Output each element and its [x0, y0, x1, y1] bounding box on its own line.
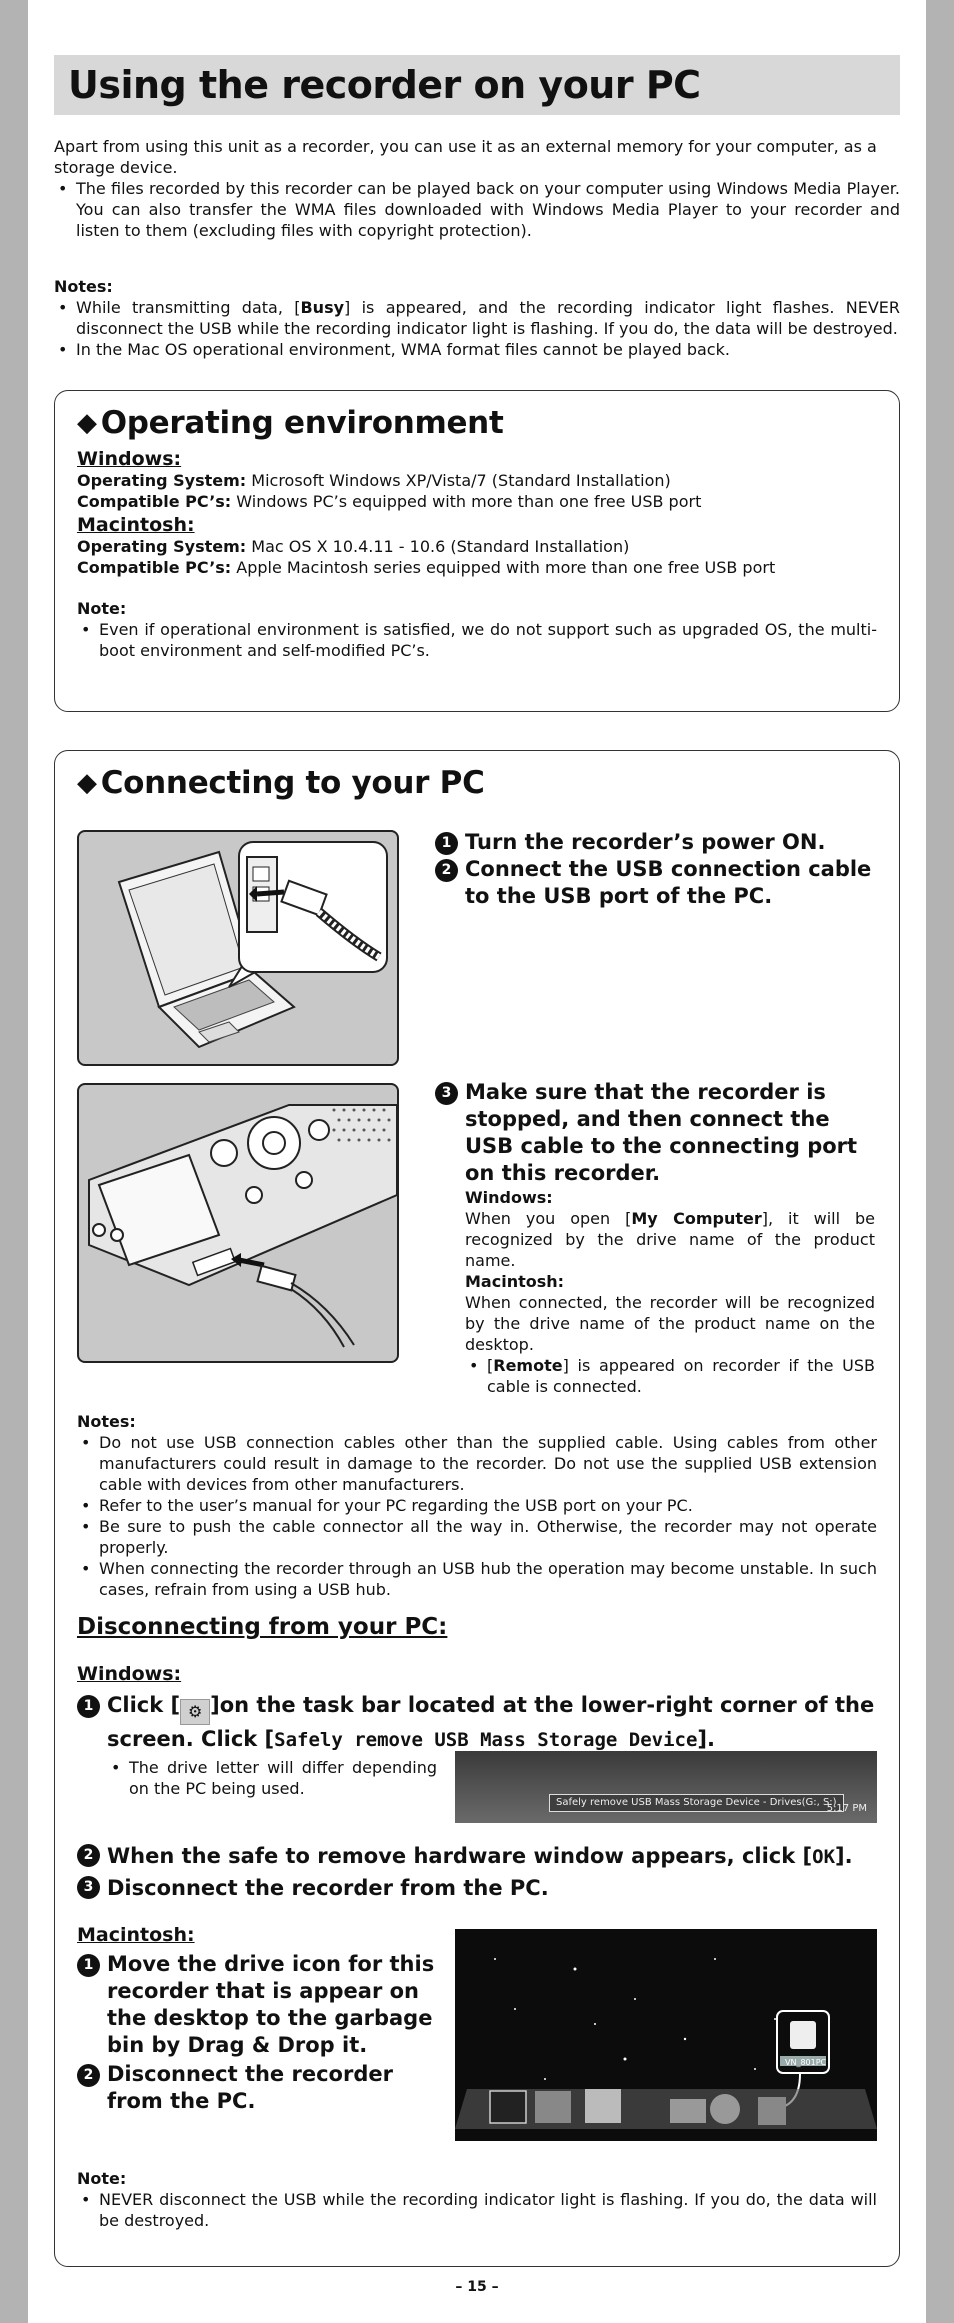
os-value: Mac OS X 10.4.11 - 10.6 (Standard Installation) — [246, 537, 630, 556]
step-number-1: 1 — [77, 1954, 100, 1977]
remote-label: Remote — [493, 1356, 563, 1375]
mac-disconnect-steps — [77, 1951, 437, 2117]
step-text: ]. — [835, 1844, 853, 1868]
step-text: Click [ — [107, 1693, 181, 1717]
notes-label: Notes: — [77, 1412, 136, 1431]
safely-remove-label: Safely remove USB Mass Storage Device — [274, 1729, 698, 1751]
recorder-icon — [79, 1085, 397, 1361]
disconnect-step-3 — [77, 1873, 877, 1904]
os-label: Operating System: — [77, 471, 247, 490]
laptop-icon — [79, 832, 397, 1064]
disconnect-windows-steps-2-3 — [77, 1841, 877, 1904]
step-3-details — [435, 1187, 875, 1397]
my-computer-label: My Computer — [631, 1209, 762, 1228]
mac-step-1 — [77, 1951, 437, 2059]
disconnect-macintosh-label: Macintosh: — [77, 1924, 195, 1946]
notes-label: Notes: — [54, 277, 113, 296]
connect-step-2 — [435, 856, 875, 910]
step-number-3: 3 — [77, 1876, 100, 1899]
step-number-3: 3 — [435, 1082, 458, 1105]
mac-detail: When connected, the recorder will be recognized by the drive name of the product name on the desktop. — [465, 1293, 875, 1354]
connecting-heading — [77, 765, 485, 801]
step-text: Move the drive icon for this recorder that is appear on the desktop to the garbage bin by Drag & Drop it. — [107, 1952, 435, 2057]
detail-text: ], it will be recognized by the drive name of the product name. — [465, 1209, 875, 1270]
connect-steps-1-2 — [435, 829, 875, 910]
os-label: Operating System: — [77, 537, 247, 556]
step-text: Make sure that the recorder is stopped, and then connect the USB cable to the connecting port on this recorder. — [465, 1080, 858, 1185]
connect-step-1 — [435, 829, 875, 856]
manual-page — [28, 0, 926, 2323]
connect-note-3: • Be sure to push the cable connector all the way in. Otherwise, the recorder may not operate properly. — [77, 1516, 877, 1558]
busy-label: Busy — [300, 298, 345, 317]
note-text: While transmitting data, [ — [76, 298, 301, 317]
connecting-box — [54, 750, 900, 2267]
disconnect-step-2 — [77, 1841, 877, 1873]
env-note-label: Note: — [77, 599, 127, 618]
environment-details — [77, 449, 877, 661]
page-title: Using the recorder on your PC — [68, 63, 701, 107]
step-text: When the safe to remove hardware window appears, click [ — [107, 1844, 813, 1868]
detail-text: ] is appeared on recorder if the USB cable is connected. — [487, 1356, 875, 1396]
drive-icon-label: VN_801PC — [785, 2058, 827, 2067]
remote-note — [465, 1355, 875, 1397]
step-text: ]. — [697, 1727, 715, 1751]
step-number-1: 1 — [435, 832, 458, 855]
intro-bullet: • The files recorded by this recorder can be played back on your computer using Windows Media Player. You can also transfer the WMA files downloaded with Windows Media Player to your recorder and listen to them (excluding files with copyright protection). — [54, 178, 900, 241]
pc-label: Compatible PC’s: — [77, 492, 232, 511]
pc-value: Apple Macintosh series equipped with more than one free USB port — [231, 558, 776, 577]
note-mac-wma: • In the Mac OS operational environment, WMA format files cannot be played back. — [54, 339, 900, 360]
notes-top — [54, 276, 900, 360]
disconnect-note — [77, 2168, 877, 2231]
env-note: • Even if operational environment is satisfied, we do not support such as upgraded OS, the multi-boot environment and self-modified PC’s. — [77, 619, 877, 661]
safely-remove-tooltip: Safely remove USB Mass Storage Device - Drives(G:, S:) — [549, 1794, 844, 1812]
title-bar — [54, 55, 900, 115]
step-number-2: 2 — [77, 1844, 100, 1867]
connect-notes — [77, 1411, 877, 1600]
mac-os-line — [77, 536, 877, 557]
operating-environment-box — [54, 390, 900, 712]
connect-step-3-block — [435, 1079, 875, 1397]
windows-label: Windows: — [465, 1188, 553, 1207]
windows-detail — [465, 1208, 875, 1271]
page-number: – 15 – — [455, 2279, 499, 2295]
safely-remove-hardware-icon: ⚙ — [180, 1699, 210, 1725]
connect-note-1: • Do not use USB connection cables other than the supplied cable. Using cables from other manufacturers could result in damage to the recorder. Do not use the supplied USB extension cable with devices from other manufacturers. — [77, 1432, 877, 1495]
mac-desktop-screenshot — [455, 1929, 877, 2141]
step-text: Connect the USB connection cable to the USB port of the PC. — [465, 857, 872, 908]
connect-note-2: • Refer to the user’s manual for your PC regarding the USB port on your PC. — [77, 1495, 877, 1516]
pc-value: Windows PC’s equipped with more than one free USB port — [231, 492, 702, 511]
disconnect-windows-step-1 — [77, 1691, 877, 1754]
step-number-2: 2 — [77, 2064, 100, 2087]
note-text: ] is appeared, and the recording indicator light flashes. NEVER disconnect the USB while the recording indicator light is flashing. If you do, the data will be destroyed. — [76, 298, 900, 338]
note-busy — [54, 297, 900, 339]
windows-label: Windows: — [77, 448, 182, 470]
mac-pc-line — [77, 557, 877, 578]
taskbar-screenshot — [455, 1751, 877, 1823]
heading-text: Connecting to your PC — [100, 765, 485, 801]
mac-desktop-image — [455, 1929, 877, 2141]
os-value: Microsoft Windows XP/Vista/7 (Standard Installation) — [246, 471, 671, 490]
windows-pc-line — [77, 491, 877, 512]
note-label: Note: — [77, 2169, 127, 2188]
disconnect-windows-label: Windows: — [77, 1663, 182, 1685]
detail-text: When you open [ — [465, 1209, 632, 1228]
diamond-icon: ◆ — [77, 408, 97, 438]
step-number-2: 2 — [435, 859, 458, 882]
operating-environment-heading — [77, 405, 503, 441]
disconnect-warning: • NEVER disconnect the USB while the recording indicator light is flashing. If you do, the data will be destroyed. — [77, 2189, 877, 2231]
connect-step-3 — [435, 1079, 875, 1187]
step-text: Disconnect the recorder from the PC. — [107, 1876, 549, 1900]
macintosh-label: Macintosh: — [77, 514, 195, 536]
diamond-icon: ◆ — [77, 768, 97, 798]
drive-letter-note: • The drive letter will differ depending on the PC being used. — [107, 1757, 437, 1799]
intro-paragraph: Apart from using this unit as a recorder, you can use it as an external memory for your computer, as a storage device. — [54, 137, 877, 177]
heading-text: Operating environment — [100, 405, 504, 441]
detail-text: [ — [487, 1356, 494, 1375]
step-number-1: 1 — [77, 1695, 100, 1718]
taskbar-clock: 5:17 PM — [826, 1803, 867, 1814]
laptop-usb-illustration — [77, 830, 399, 1066]
step-text: ]on the task bar located at the lower-right corner of the screen. Click [ — [107, 1693, 875, 1751]
disconnecting-heading: Disconnecting from your PC: — [77, 1614, 448, 1640]
step-text: Disconnect the recorder from the PC. — [107, 2062, 393, 2113]
ok-label: OK — [812, 1846, 836, 1868]
intro-section — [54, 136, 900, 241]
pc-label: Compatible PC’s: — [77, 558, 232, 577]
connect-note-4: • When connecting the recorder through an USB hub the operation may become unstable. In such cases, refrain from using a USB hub. — [77, 1558, 877, 1600]
mac-step-2 — [77, 2061, 437, 2115]
macintosh-label: Macintosh: — [465, 1272, 565, 1291]
recorder-usb-illustration — [77, 1083, 399, 1363]
step-text: Turn the recorder’s power ON. — [465, 830, 826, 854]
windows-os-line — [77, 470, 877, 491]
